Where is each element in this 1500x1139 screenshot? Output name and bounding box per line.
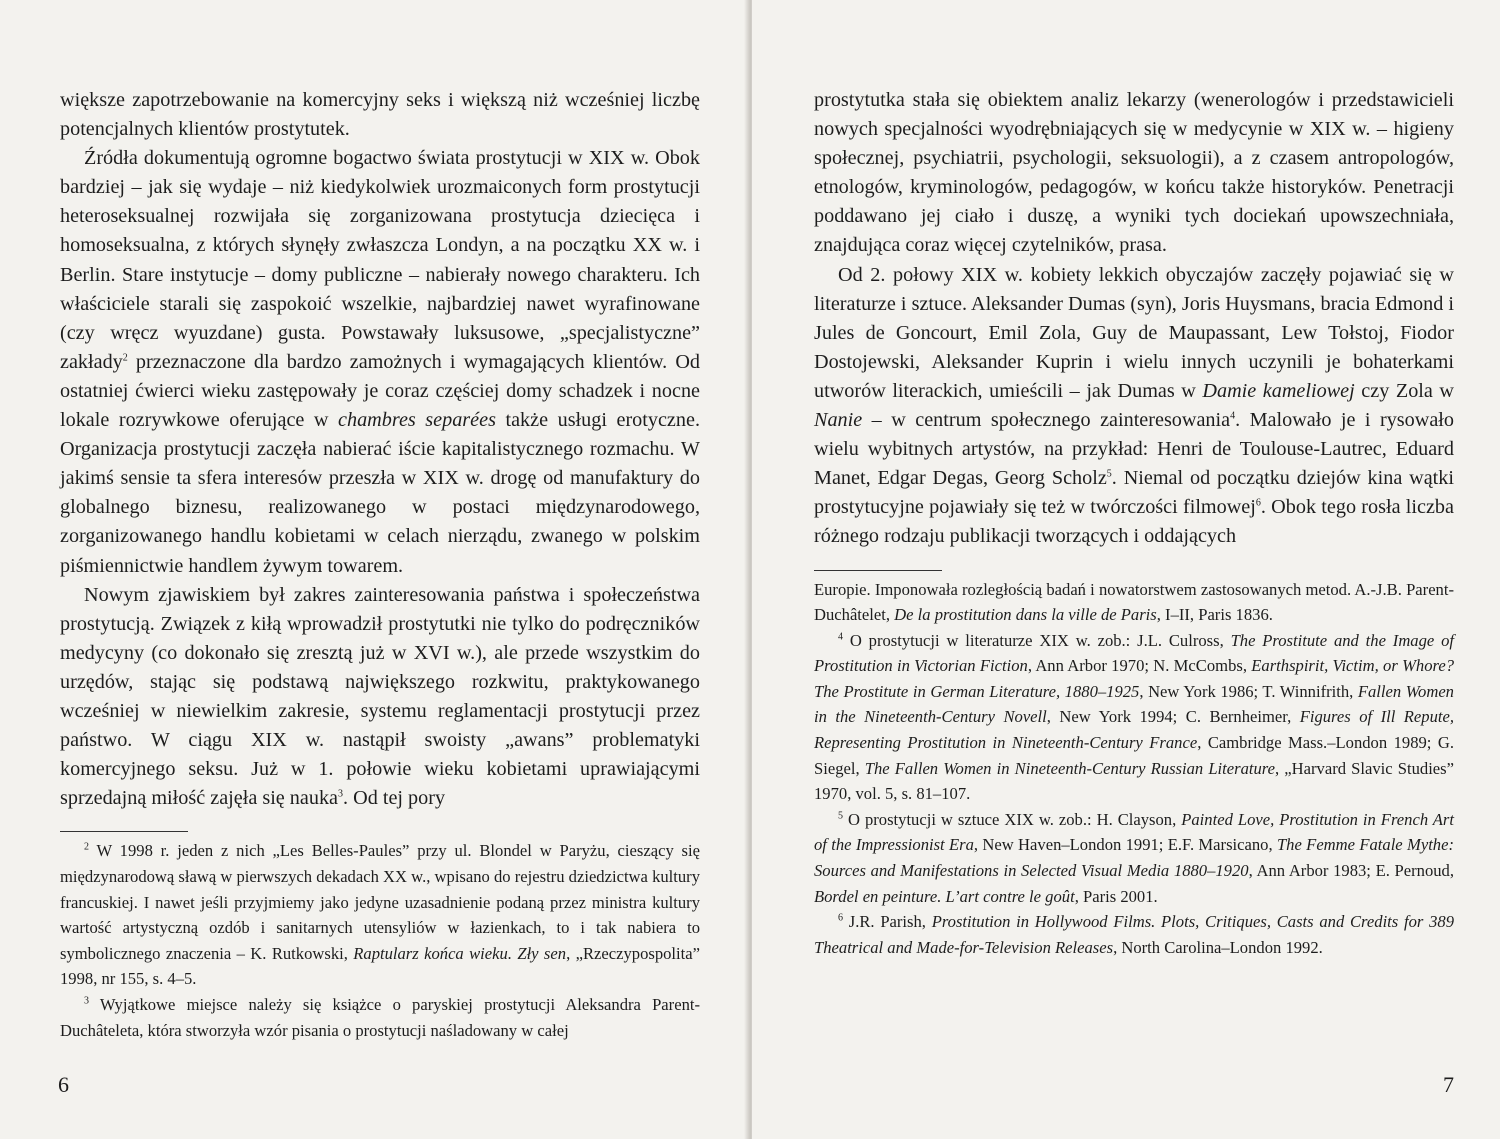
body-paragraph [60, 86, 700, 144]
text-run: , „Harvard Slavic Studies” 1970, vol. 5, s. 81–107. [814, 758, 1454, 804]
text-run: także usługi erotyczne. Organizacja prostytucji zaczęła nabierać iście kapitalistycznego rozmachu. W jakimś sensie ta sfera interesów przeszła w XIX w. drogę od manufaktury do globalnego biznesu, realizowanego w postaci międzynarodowego, zorganizowanego handlu kobietami w celach nierządu, zwanego w polskim piśmiennictwie handlem żywym towarem. [60, 409, 700, 577]
footnote [60, 838, 700, 992]
text-run: , „Rzeczypospolita” 1998, nr 155, s. 4–5. [60, 943, 700, 989]
text-run: większe zapotrzebowanie na komercyjny seks i większą niż wcześniej liczbę potencjalnych klientów prostytutek. [60, 89, 700, 141]
text-run: O prostytucji w sztuce XIX w. zob.: H. Clayson, [843, 809, 1182, 829]
text-run: Europie. Imponowała rozległością badań i nowatorstwem zastosowanych metod. A.-J.B. Parent-Duchâtelet, [814, 579, 1454, 625]
left-footnote-separator [60, 831, 188, 832]
right-body-text [814, 86, 1454, 552]
page-number-right: 7 [1443, 1072, 1454, 1097]
body-paragraph [60, 581, 700, 814]
body-paragraph [814, 261, 1454, 552]
text-run: , Paris 2001. [1074, 886, 1158, 906]
text-run: Nowym zjawiskiem był zakres zainteresowania państwa i społeczeństwa prostytucją. Związek z kiłą wprowadził prostytutki nie tylko do podręczników medycyny (co dokonało się zresztą już w XVI w.), ale przede wszystkim do urzędów, stając się podstawą największego rozkwitu, praktykowanego wcześniej w niewielkim zakresie, systemu reglamentacji prostytucji przez państwo. W ciągu XIX w. nastąpił swoisty „awans” problematyki komercyjnego seksu. Już w 1. połowie wieku kobietami uprawiającymi sprzedajną miłość zajęła się nauka [60, 583, 700, 810]
text-run: czy Zola w [1354, 379, 1454, 402]
right-page [752, 0, 1500, 1139]
page-number-left: 6 [58, 1072, 69, 1097]
text-run: , Ann Arbor 1983; E. Pernoud, [1248, 861, 1454, 881]
text-run: . Niemal od początku dziejów kina wątki prostytucyjne pojawiały się też w twórczości filmowej [814, 467, 1454, 519]
italic-text: Damie kameliowej [1202, 379, 1355, 402]
footnote [814, 577, 1454, 628]
text-run: , North Carolina–London 1992. [1113, 937, 1323, 957]
footnote-marker: 3 [84, 995, 89, 1007]
footnote-marker: 2 [122, 352, 128, 364]
italic-text: Raptularz końca wieku. Zły sen [353, 943, 567, 963]
text-run: Wyjątkowe miejsce należy się książce o paryskiej prostytucji Aleksandra Parent-Duchâteleta, która stworzyła wzór pisania o prostytucji naśladowany w całej [60, 994, 700, 1040]
italic-text: Painted Love, Prostitution in French Art of the Impressionist Era [814, 809, 1455, 855]
text-run: , I–II, Paris 1836. [1156, 605, 1273, 625]
left-page [0, 0, 748, 1139]
footnote [814, 807, 1454, 909]
right-footnotes [814, 577, 1454, 961]
footnote-marker: 5 [838, 810, 843, 822]
footnote-marker: 6 [1255, 497, 1261, 509]
text-run: . Obok tego rosła liczba różnego rodzaju publikacji tworzących i oddających [814, 496, 1454, 548]
italic-text: The Prostitute and the Image of Prostitution in Victorian Fiction [814, 630, 1454, 676]
footnote-marker: 4 [1230, 410, 1236, 422]
text-run: , New Haven–London 1991; E.F. Marsicano, [973, 835, 1277, 855]
footnote-marker: 6 [838, 912, 843, 924]
left-body-text [60, 86, 700, 813]
italic-text: Fallen Women in the Nineteenth-Century Novell [814, 681, 1454, 727]
text-run: . Od tej pory [343, 787, 446, 810]
footnote-marker: 2 [84, 841, 89, 853]
text-run: – w centrum społecznego zainteresowania [862, 409, 1231, 432]
italic-text: The Fallen Women in Nineteenth-Century Russian Literature [864, 758, 1276, 778]
italic-text: De la prostitution dans la ville de Paris [894, 605, 1157, 625]
footnote [60, 992, 700, 1043]
text-run: W 1998 r. jeden z nich „Les Belles-Paules” przy ul. Blondel w Paryżu, cieszący się międzynarodową sławą w pierwszych dekadach XX w., wpisano do rejestru dziedzictwa kultury francuskiej. I nawet jeśli przyjmiemy jako jedyne uzasadnienie podaną przez ministra kultury wartość artystyczną ozdób i sanitarnych utensyliów w łazienkach, to i tak nabiera to symbolicznego znaczenia – K. Rutkowski, [60, 841, 700, 963]
italic-text: The Femme Fatale Mythe: Sources and Manifestations in Selected Visual Media 1880–1920 [814, 835, 1454, 881]
text-run: , New York 1994; C. Bernheimer, [1046, 707, 1300, 727]
footnote-marker: 4 [838, 631, 843, 643]
italic-text: Figures of Ill Repute, Representing Prostitution in Nineteenth-Century France [814, 707, 1454, 753]
italic-text: Prostitution in Hollywood Films. Plots, Critiques, Casts and Credits for 389 Theatrical and Made-for-Television Releases [814, 912, 1454, 957]
footnote [814, 909, 1454, 960]
text-run: Od 2. połowy XIX w. kobiety lekkich obyczajów zaczęły pojawiać się w literaturze i sztuce. Aleksander Dumas (syn), Joris Huysmans, bracia Edmond i Jules de Goncourt, Emil Zola, Guy de Maupassant, Lew Tołstoj, Fiodor Dostojewski, Aleksander Kuprin i wielu innych uczynili je bohaterkami utworów literackich, umieścili – jak Dumas w [814, 263, 1454, 402]
body-paragraph [60, 144, 700, 580]
right-footnote-separator [814, 570, 942, 571]
body-paragraph [814, 86, 1454, 261]
italic-text: chambres separées [338, 409, 496, 432]
left-footnotes [60, 838, 700, 1043]
text-run: , Ann Arbor 1970; N. McCombs, [1027, 656, 1252, 676]
text-run: O prostytucji w literaturze XIX w. zob.: J.L. Culross, [843, 630, 1231, 650]
italic-text: Earthspirit, Victim, or Whore? The Prostitute in German Literature, 1880–1925 [814, 656, 1455, 701]
italic-text: Nanie [814, 409, 863, 432]
footnote-marker: 5 [1106, 468, 1112, 480]
text-run: prostytutka stała się obiektem analiz lekarzy (wenerologów i przedstawicieli nowych specjalności wyodrębniających się w medycynie w XIX w. – higieny społecznej, psychiatrii, psychologii, seksuologii), a z czasem antropologów, etnologów, kryminologów, pedagogów, w końcu także historyków. Penetracji poddawano jej ciało i duszę, a wyniki tych dociekań upowszechniała, znajdująca coraz więcej czytelników, prasa. [814, 89, 1454, 257]
italic-text: Bordel en peinture. L’art contre le goût [814, 886, 1075, 906]
text-run: Źródła dokumentują ogromne bogactwo świata prostytucji w XIX w. Obok bardziej – jak się wydaje – niż kiedykolwiek urozmaiconych form prostytucji heteroseksualnej rozwijała się zorganizowana prostytucja dziecięca i homoseksualna, z których słynęły zwłaszcza Londyn, a na początku XX w. i Berlin. Stare instytucje – domy publiczne – nabierały nowego charakteru. Ich właściciele starali się zaspokoić wszelkie, najbardziej nawet wyrafinowane (czy wręcz wyuzdane) gusta. Powstawały luksusowe, „specjalistyczne” zakłady [60, 147, 700, 373]
text-run: J.R. Parish, [843, 912, 932, 932]
text-run: , New York 1986; T. Winnifrith, [1139, 681, 1358, 701]
text-run: . Malowało je i rysowało wielu wybitnych artystów, na przykład: Henri de Toulouse-Lautrec, Eduard Manet, Edgar Degas, Georg Scholz [814, 409, 1454, 490]
text-run: , Cambridge Mass.–London 1989; G. Siegel, [814, 733, 1454, 778]
footnote-marker: 3 [338, 788, 344, 800]
text-run: przeznaczone dla bardzo zamożnych i wymagających klientów. Od ostatniej ćwierci wieku zastępowały je coraz częściej domy schadzek i nocne lokale rozrywkowe oferujące w [60, 350, 700, 432]
footnote [814, 628, 1454, 807]
